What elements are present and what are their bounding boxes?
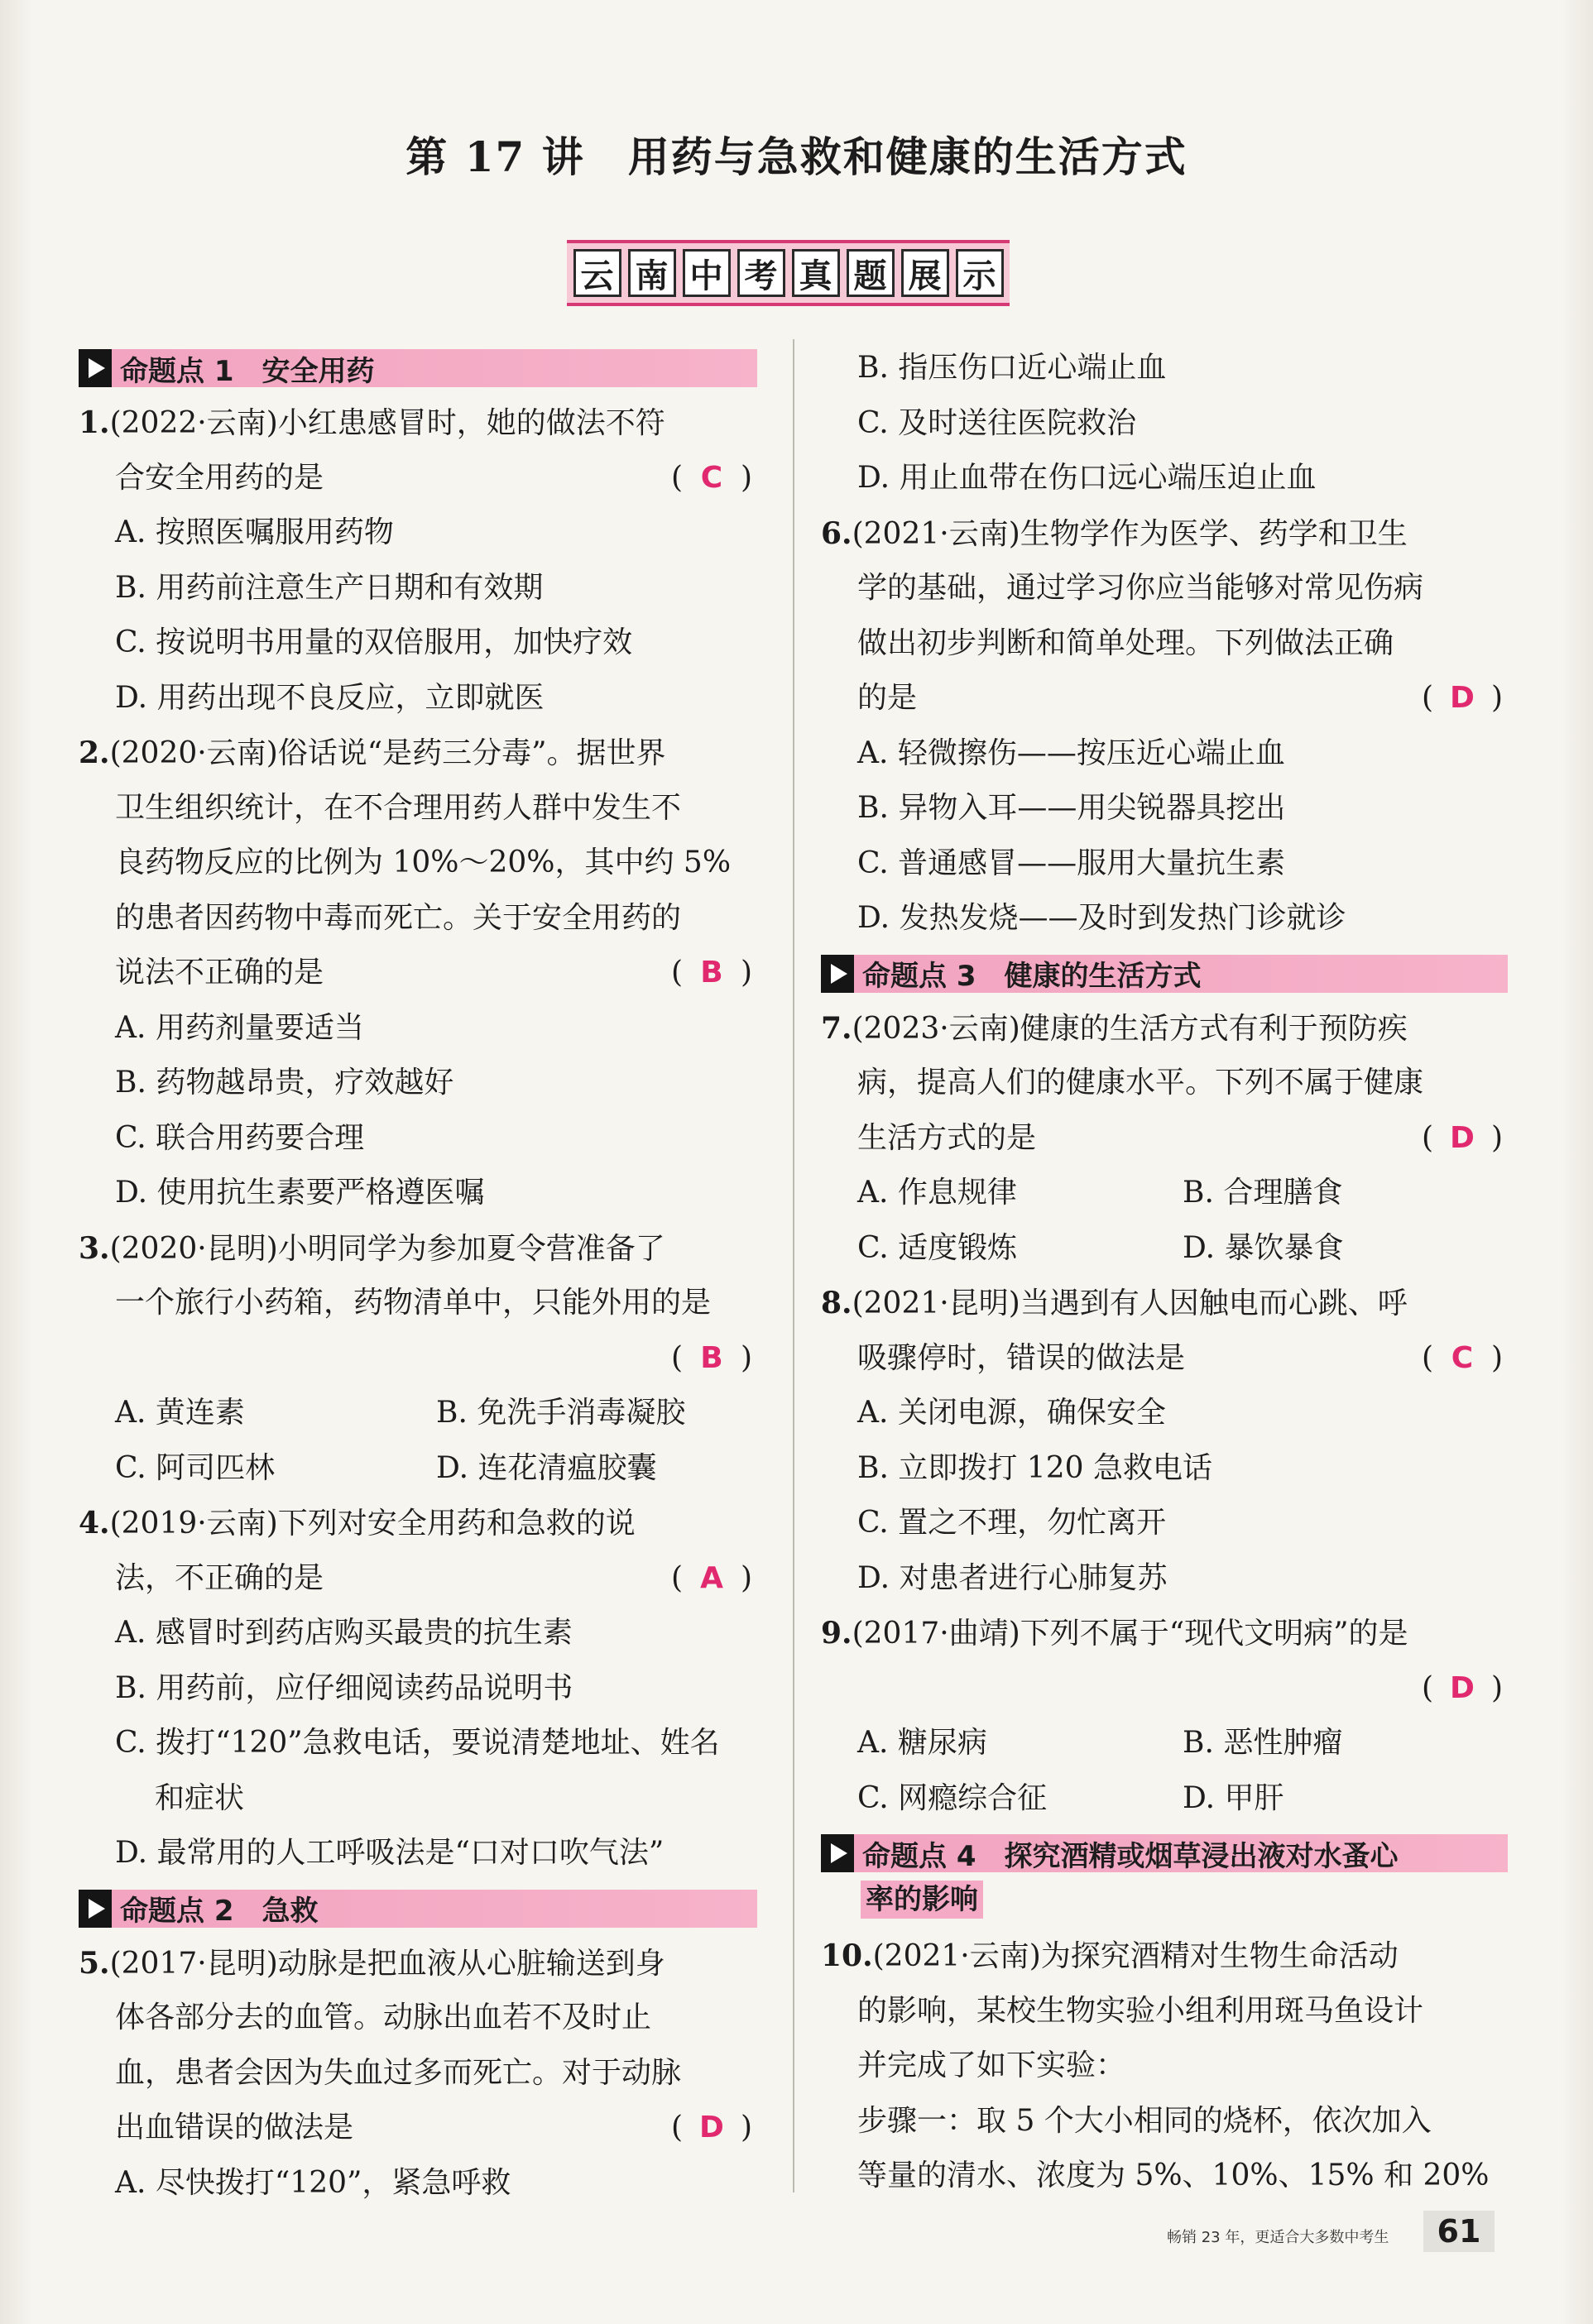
question-text: (2017·曲靖)下列不属于“现代文明病”的是 xyxy=(852,1617,1408,1651)
answer-bracket: ( D ) xyxy=(1417,1661,1508,1717)
option-continued: 和症状 xyxy=(155,1780,245,1815)
question-text: (2019·云南)下列对安全用药和急救的说 xyxy=(109,1507,636,1541)
answer-bracket: ( D ) xyxy=(1417,671,1508,726)
question-number: 9. xyxy=(821,1616,852,1651)
option-row xyxy=(79,1386,757,1441)
answer-letter: C xyxy=(1451,1340,1474,1375)
option: B. 恶性肿瘤 xyxy=(1183,1726,1343,1760)
option: B. 合理膳食 xyxy=(1183,1176,1343,1210)
question-number: 1. xyxy=(79,405,110,440)
column-divider xyxy=(793,339,794,2192)
option: B. 用药前注意生产日期和有效期 xyxy=(115,570,544,605)
option: A. 关闭电源，确保安全 xyxy=(857,1396,1166,1430)
option-row xyxy=(821,1716,1508,1771)
answer-bracket: ( C ) xyxy=(666,451,757,506)
option: C. 普通感冒——服用大量抗生素 xyxy=(857,846,1286,880)
answer-letter: C xyxy=(700,460,723,495)
option: A. 轻微擦伤——按压近心端止血 xyxy=(857,736,1285,770)
question-text: (2021·云南)生物学作为医学、药学和卫生 xyxy=(852,516,1408,551)
banner-char: 考 xyxy=(737,249,785,297)
question-line xyxy=(79,1551,757,1607)
option: B. 立即拨打 120 急救电话 xyxy=(857,1450,1212,1485)
option: C. 置之不理，勿忙离开 xyxy=(857,1506,1167,1540)
question-text: 法，不正确的是 xyxy=(115,1560,324,1595)
topic-title: 命题点 4 探究酒精或烟草浸出液对水蚤心 xyxy=(862,1839,1399,1873)
question-text: 卫生组织统计，在不合理用药人群中发生不 xyxy=(115,790,682,825)
question-line xyxy=(821,506,1508,562)
question-line xyxy=(79,2101,757,2156)
right-column xyxy=(821,341,1508,2204)
question-line xyxy=(79,395,757,451)
left-column xyxy=(79,341,757,2211)
question-text: 出血错误的做法是 xyxy=(115,2111,354,2144)
question-number: 5. xyxy=(79,1945,110,1981)
answer-bracket: ( B ) xyxy=(666,1331,757,1387)
question-line xyxy=(79,1331,757,1387)
banner-char: 题 xyxy=(847,249,895,297)
topic-title-continued: 率的影响 xyxy=(861,1881,983,1919)
play-triangle-icon xyxy=(821,1834,854,1872)
question-text: 的是 xyxy=(857,681,918,715)
option: C. 适度锻炼 xyxy=(857,1230,1018,1265)
question-text: 体各部分去的血管。动脉出血若不及时止 xyxy=(115,2001,652,2034)
footer-slogan: 畅销 23 年，更适合大多数中考生 xyxy=(1167,2229,1389,2246)
option: C. 联合用药要合理 xyxy=(115,1120,365,1155)
play-triangle-icon xyxy=(821,955,854,993)
question-text: (2021·云南)为探究酒精对生物生命活动 xyxy=(872,1939,1399,1973)
question-text: 合安全用药的是 xyxy=(115,460,324,495)
question-text: 等量的清水、浓度为 5%、10%、15% 和 20% xyxy=(857,2159,1490,2192)
answer-bracket: ( D ) xyxy=(1417,1111,1508,1167)
question-line xyxy=(79,1936,757,1991)
answer-bracket: ( D ) xyxy=(666,2101,757,2156)
question-line xyxy=(821,1661,1508,1717)
option: B. 用药前，应仔细阅读药品说明书 xyxy=(115,1670,573,1705)
banner-char: 展 xyxy=(901,249,949,297)
topic-title: 命题点 1 安全用药 xyxy=(120,354,375,388)
option: D. 最常用的人工呼吸法是“口对口吹气法” xyxy=(115,1836,665,1870)
question-number: 2. xyxy=(79,736,110,770)
topic-heading-4-continued xyxy=(821,1881,1508,1929)
question-line xyxy=(79,451,757,506)
option: C. 阿司匹林 xyxy=(115,1450,276,1485)
question-text: 的影响，某校生物实验小组利用斑马鱼设计 xyxy=(857,1993,1424,2028)
question-text: 病，提高人们的健康水平。下列不属于健康 xyxy=(857,1066,1424,1100)
topic-heading-1 xyxy=(79,349,757,387)
question-line xyxy=(821,1606,1508,1661)
question-text: 步骤一：取 5 个大小相同的烧杯，依次加入 xyxy=(857,2103,1432,2138)
question-text: 并完成了如下实验： xyxy=(857,2048,1126,2082)
option-row xyxy=(79,1441,757,1497)
question-line xyxy=(821,1276,1508,1331)
question-text: (2020·云南)俗话说“是药三分毒”。据世界 xyxy=(109,736,666,770)
question-number: 6. xyxy=(821,515,852,551)
option: C. 网瘾综合征 xyxy=(857,1780,1048,1815)
question-line xyxy=(79,1496,757,1551)
option: B. 免洗手消毒凝胶 xyxy=(436,1396,686,1430)
answer-letter: D xyxy=(1450,1120,1475,1155)
option: D. 连花清瘟胶囊 xyxy=(436,1450,657,1485)
option: A. 按照医嘱服用药物 xyxy=(115,515,394,549)
question-line xyxy=(821,671,1508,726)
question-text: (2023·云南)健康的生活方式有利于预防疾 xyxy=(852,1011,1408,1046)
banner-char: 南 xyxy=(628,249,676,297)
option-row xyxy=(821,1221,1508,1277)
option: D. 暴饮暴食 xyxy=(1183,1230,1344,1265)
answer-bracket: ( B ) xyxy=(666,946,757,1001)
banner-char: 中 xyxy=(683,249,731,297)
option: D. 使用抗生素要严格遵医嘱 xyxy=(115,1176,485,1210)
question-text: 说法不正确的是 xyxy=(115,956,324,989)
option: B. 异物入耳——用尖锐器具挖出 xyxy=(857,791,1286,825)
question-text: 学的基础，通过学习你应当能够对常见伤病 xyxy=(857,571,1424,605)
option: C. 按说明书用量的双倍服用，加快疗效 xyxy=(115,625,633,659)
question-text: 做出初步判断和简单处理。下列做法正确 xyxy=(857,625,1394,660)
question-number: 8. xyxy=(821,1286,852,1320)
option: C. 拨打“120”急救电话，要说清楚地址、姓名 xyxy=(115,1726,720,1760)
answer-letter: D xyxy=(699,2111,724,2144)
option: D. 发热发烧——及时到发热门诊就诊 xyxy=(857,901,1346,935)
answer-letter: D xyxy=(1450,681,1475,715)
option: B. 指压伤口近心端止血 xyxy=(857,351,1167,385)
question-number: 10. xyxy=(821,1938,873,1973)
topic-heading-2 xyxy=(79,1890,757,1928)
question-number: 7. xyxy=(821,1010,852,1046)
play-triangle-icon xyxy=(79,349,112,387)
option: D. 用止血带在伤口远心端压迫止血 xyxy=(857,461,1317,495)
question-line xyxy=(79,726,757,781)
question-text: (2017·昆明)动脉是把血液从心脏输送到身 xyxy=(109,1946,665,1981)
answer-letter: B xyxy=(700,1340,723,1375)
question-text: (2021·昆明)当遇到有人因触电而心跳、呼 xyxy=(852,1287,1408,1320)
option: A. 尽快拨打“120”，紧急呼救 xyxy=(115,2165,511,2200)
question-text: (2020·昆明)小明同学为参加夏令营准备了 xyxy=(109,1231,665,1266)
answer-bracket: ( C ) xyxy=(1417,1331,1508,1387)
option: A. 感冒时到药店购买最贵的抗生素 xyxy=(115,1616,573,1650)
banner-char: 真 xyxy=(792,249,840,297)
option: D. 用药出现不良反应，立即就医 xyxy=(115,680,545,715)
question-number: 3. xyxy=(79,1230,110,1266)
topic-heading-4 xyxy=(821,1834,1508,1872)
option: C. 及时送往医院救治 xyxy=(857,405,1137,440)
section-banner xyxy=(567,240,1010,306)
topic-title: 命题点 3 健康的生活方式 xyxy=(862,960,1202,993)
question-text: (2022·云南)小红患感冒时，她的做法不符 xyxy=(109,406,665,440)
answer-letter: A xyxy=(700,1560,723,1595)
option-row xyxy=(821,1166,1508,1221)
question-text: 生活方式的是 xyxy=(857,1120,1037,1155)
answer-bracket: ( A ) xyxy=(666,1551,757,1607)
question-line xyxy=(821,1929,1508,1984)
question-text: 血，患者会因为失血过多而死亡。对于动脉 xyxy=(115,2055,682,2090)
question-line xyxy=(79,1221,757,1277)
question-line xyxy=(821,1331,1508,1387)
topic-heading-3 xyxy=(821,955,1508,993)
play-triangle-icon xyxy=(79,1890,112,1928)
question-text: 吸骤停时，错误的做法是 xyxy=(857,1340,1186,1375)
question-text: 的患者因药物中毒而死亡。关于安全用药的 xyxy=(115,900,682,935)
page-title: 第 17 讲 用药与急救和健康的生活方式 xyxy=(405,132,1188,181)
question-line xyxy=(821,1111,1508,1167)
option: D. 对患者进行心肺复苏 xyxy=(857,1560,1168,1595)
question-line xyxy=(821,1001,1508,1057)
option: A. 糖尿病 xyxy=(857,1726,987,1760)
banner-char: 云 xyxy=(573,249,621,297)
banner-char: 示 xyxy=(956,249,1004,297)
option: A. 黄连素 xyxy=(115,1396,245,1430)
answer-letter: B xyxy=(700,956,723,989)
question-number: 4. xyxy=(79,1506,110,1541)
question-text: 一个旅行小药箱，药物清单中，只能外用的是 xyxy=(115,1286,712,1320)
option: A. 用药剂量要适当 xyxy=(115,1010,364,1045)
question-line xyxy=(79,946,757,1001)
topic-title: 命题点 2 急救 xyxy=(120,1895,319,1928)
page-number: 61 xyxy=(1423,2211,1495,2252)
option: A. 作息规律 xyxy=(857,1176,1017,1210)
option-row xyxy=(821,1771,1508,1827)
option: D. 甲肝 xyxy=(1183,1780,1284,1815)
option: B. 药物越昂贵，疗效越好 xyxy=(115,1066,454,1100)
answer-letter: D xyxy=(1450,1670,1475,1705)
question-text: 良药物反应的比例为 10%～20%，其中约 5% xyxy=(115,846,732,879)
